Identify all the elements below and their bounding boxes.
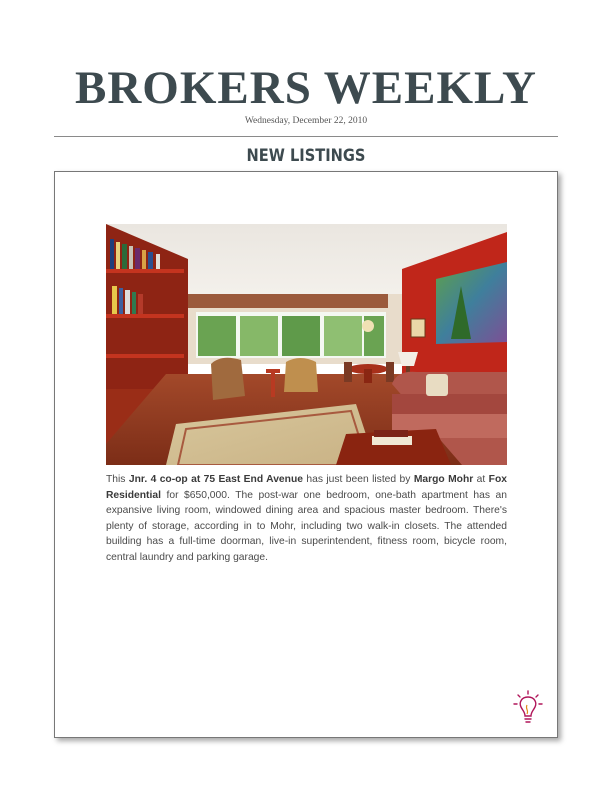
text-at: at <box>473 474 489 485</box>
masthead-title: BROKERS WEEKLY <box>75 62 537 114</box>
listing-description <box>106 472 507 566</box>
property-name: Jnr. 4 co-op at 75 East End Avenue <box>128 474 303 485</box>
firm-name: Fox Residential <box>106 474 507 501</box>
text-listed-by: has just been listed by <box>302 474 414 485</box>
header-divider <box>54 136 558 137</box>
text-details: for $650,000. The post-war one bedroom, one-bath apartment has an expansive living room, windowed dining area and spacious master bedroom. There's plenty of storage, according in to Mohr, including two walk-in closets. The attended building has a full-time doorman, live-in superintendent, fitness room, bicycle room, central laundry and parking garage. <box>106 489 507 563</box>
broker-name: Margo Mohr <box>413 474 474 485</box>
dateline: Wednesday, December 22, 2010 <box>244 116 368 126</box>
lightbulb-logo-icon <box>512 689 544 727</box>
section-title: NEW LISTINGS <box>246 146 366 166</box>
living-room-illustration <box>106 224 507 465</box>
text-intro: This <box>106 474 129 485</box>
listing-photo <box>106 224 507 465</box>
